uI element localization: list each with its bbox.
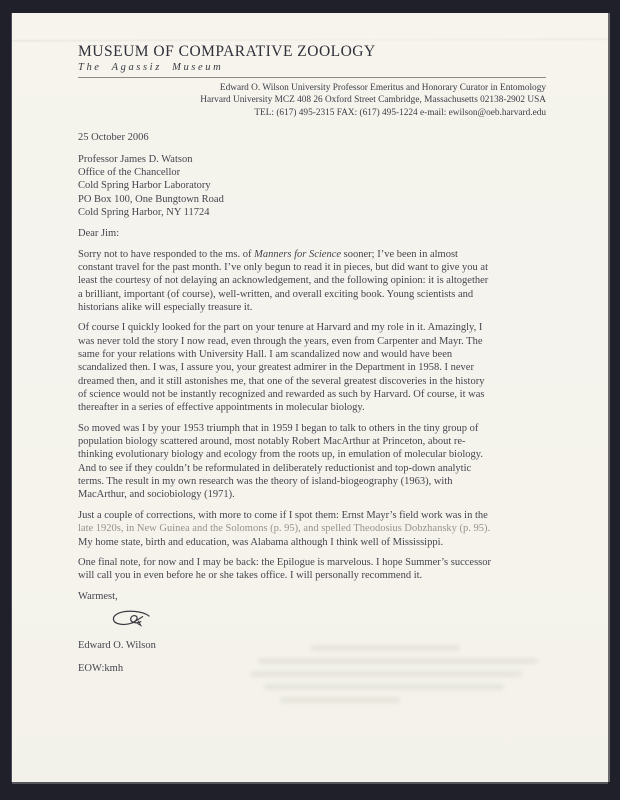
letterhead-rule: [78, 77, 546, 78]
letterhead: [78, 43, 546, 119]
signature: [110, 607, 546, 635]
letter-line: [78, 301, 546, 314]
recipient-address-line: Cold Spring Harbor, NY 11724: [78, 206, 210, 218]
text-run: least the courtesy of not delaying an acknowledgement, and the following opinion: it is altogether: [78, 275, 489, 287]
letter-line: [78, 335, 546, 348]
letterhead-subtitle: The Agassiz Museum: [78, 62, 224, 73]
letter-line: [78, 475, 546, 488]
letter-line: [78, 569, 546, 582]
letter-line: [78, 462, 546, 475]
letter-body-text: [78, 131, 546, 675]
letter-paragraphs: [78, 248, 546, 583]
bleed-through-line: [258, 658, 538, 664]
signer-name: Edward O. Wilson: [78, 639, 156, 651]
paragraph: [78, 556, 546, 583]
letterhead-contact-line: Harvard University MCZ 408 26 Oxford Street Cambridge, Massachusetts 02138-2902 USA: [200, 95, 546, 106]
recipient-address-line: Office of the Chancellor: [78, 166, 181, 178]
bleed-through-line: [280, 697, 400, 703]
letterhead-contact-line: Edward O. Wilson University Professor Emeritus and Honorary Curator in Entomology: [219, 83, 546, 93]
text-run: Of course I quickly looked for the part on your tenure at Harvard and my role in it. Amazingly, I: [78, 322, 483, 334]
letter-content: [12, 13, 608, 676]
recipient-address-line: PO Box 100, One Bungtown Road: [78, 193, 224, 205]
bleed-through-line: [250, 671, 522, 677]
bleed-through-text: [250, 645, 542, 713]
bleed-through-line: [264, 684, 504, 690]
text-run: Just a couple of corrections, with more to come if I spot them: Ernst Mayr’s field work was in the: [78, 509, 488, 521]
text-run: So moved was I by your 1953 triumph that in 1959 I began to talk to others in the tiny group of: [78, 422, 479, 434]
letter-line: [78, 435, 546, 448]
text-run: was never told the story I now read, even through the years, even from Carpenter and Mayr. The: [78, 335, 483, 347]
text-run: sooner; I’ve been in almost: [341, 248, 458, 260]
paragraph: [78, 248, 546, 315]
text-run: MacArthur, and sociobiology (1971).: [78, 489, 235, 501]
paragraph: [78, 422, 546, 502]
letter-line: [78, 509, 546, 522]
letterhead-contact-line: TEL: (617) 495-2315 FAX: (617) 495-1224 e-mail: ewilson@oeb.harvard.edu: [254, 107, 546, 118]
text-run: of science would not be instantly recognized and rewarded as such by Harvard. Of course, it was: [78, 389, 485, 401]
text-run: And to see if they couldn’t be reformulated in deliberately reductionist and top-down analytic: [78, 462, 472, 474]
letter-line: [78, 361, 546, 374]
letter-line: [78, 522, 546, 535]
letterhead-contact-block: [78, 82, 546, 119]
recipient-address-line: Professor James D. Watson: [78, 153, 193, 165]
letterhead-title: MUSEUM OF COMPARATIVE ZOOLOGY: [78, 43, 376, 60]
letter-line: [78, 556, 546, 569]
text-run: will call you in even before he or she takes office. I will personally recommend it.: [78, 570, 423, 582]
letter-line: [78, 348, 546, 361]
text-run: terms. The result in my own research was the theory of island-biogeography (1963), with: [78, 476, 453, 488]
recipient-address-line: Cold Spring Harbor Laboratory: [78, 180, 211, 192]
salutation: Dear Jim:: [78, 228, 120, 240]
letter-line: [78, 401, 546, 414]
signature-scribble-icon: [110, 607, 154, 635]
text-run: Sorry not to have responded to the ms. of: [78, 248, 255, 260]
paragraph: [78, 321, 546, 414]
letter-date: 25 October 2006: [78, 132, 149, 144]
letter-line: [78, 288, 546, 301]
text-run: Manners for Science: [254, 248, 342, 260]
closing-valediction: Warmest,: [78, 590, 118, 602]
text-run: same for your relations with University Hall. I am scandalized now and would have been: [78, 349, 453, 361]
text-run: late 1920s, in New Guinea and the Solomons (p. 95), and spelled Theodosius Dobzhansky (p. 95).: [78, 523, 491, 535]
text-run: thinking evolutionary biology and ecology from the roots up, in emulation of molecular biology.: [78, 449, 483, 461]
letter-line: [78, 274, 546, 287]
letter-page: [12, 13, 608, 782]
letter-line: [78, 488, 546, 501]
letter-line: [78, 448, 546, 461]
text-run: dreamed then, and it still astonishes me, that one of the several greatest discoveries in the history: [78, 375, 485, 387]
letter-line: [78, 321, 546, 334]
letter-line: [78, 536, 546, 549]
bleed-through-line: [310, 645, 460, 651]
letter-line: [78, 261, 546, 274]
paragraph: [78, 509, 546, 549]
text-run: scandalized then. I was, I assure you, your greatest admirer in the Department in 1958. I never: [78, 362, 474, 374]
letter-line: [78, 375, 546, 388]
text-run: historians alike will especially treasure it.: [78, 302, 253, 313]
text-run: My home state, birth and education, was Alabama although I think well of Mississippi.: [78, 536, 444, 548]
letter-line: [78, 388, 546, 401]
text-run: a brilliant, important (of course), well-written, and overall exciting book. Young scientists and: [78, 288, 474, 300]
text-run: thereafter in a series of effective appointments in molecular biology.: [78, 402, 365, 414]
typist-initials: EOW:kmh: [78, 663, 124, 675]
text-run: constant travel for the past month. I’ve only begun to read it in pieces, but did want to give you at: [78, 261, 488, 273]
letter-line: [78, 248, 546, 261]
text-run: One final note, for now and I may be back: the Epilogue is marvelous. I hope Summer’s successor: [78, 556, 491, 568]
recipient-address: [78, 153, 546, 220]
text-run: population biology scattered around, most notably Robert MacArthur at Princeton, about re-: [78, 436, 466, 448]
letter-line: [78, 422, 546, 435]
